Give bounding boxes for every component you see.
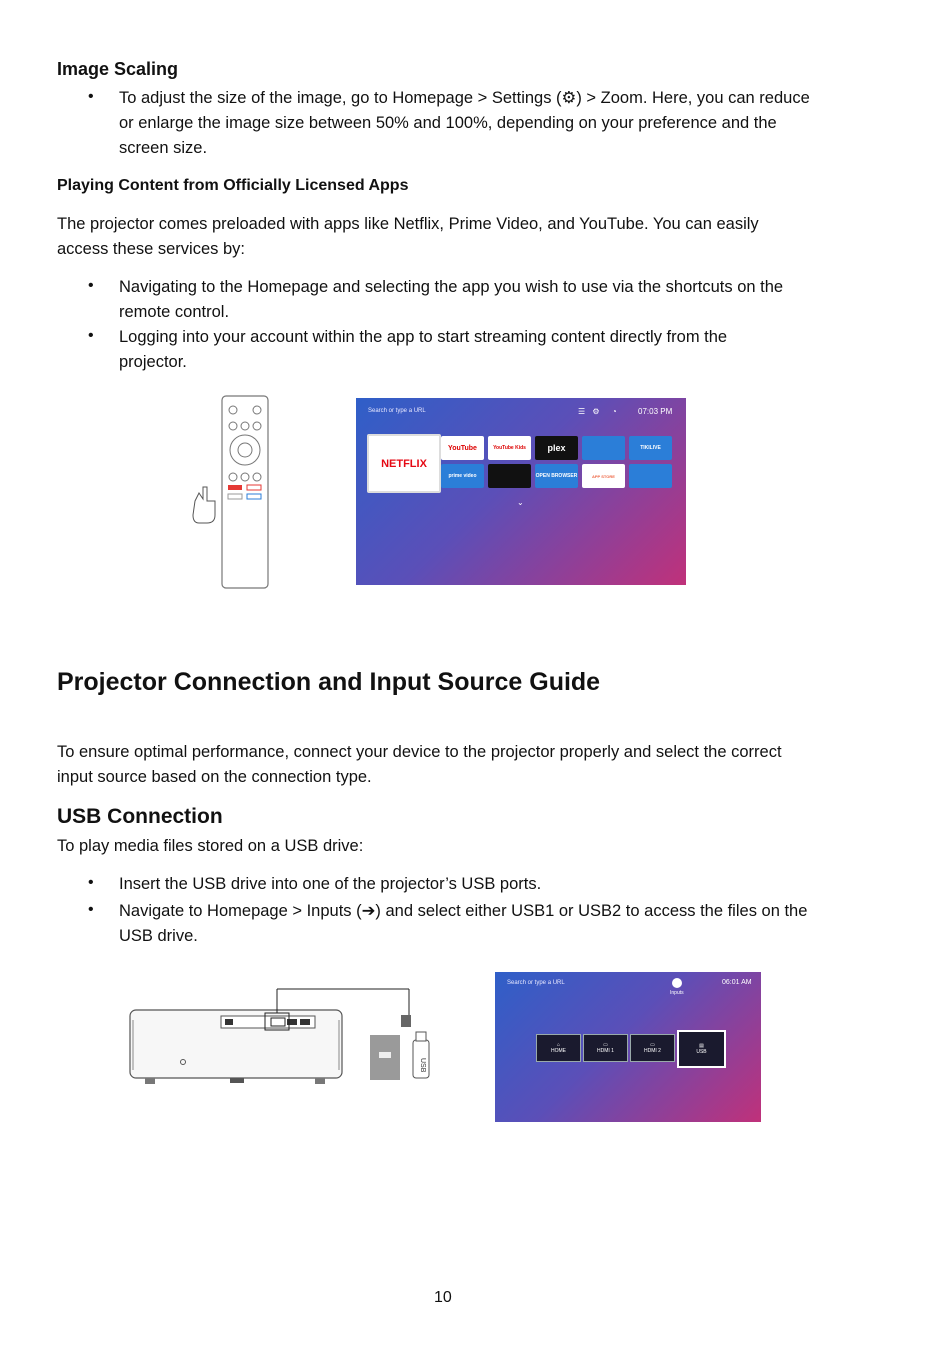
app-tile-youtube-kids[interactable]: YouTube Kids <box>488 436 531 460</box>
clock: 06:01 AM <box>722 979 752 986</box>
input-tile-usb[interactable] <box>677 1030 726 1068</box>
usb-stick-label: USB <box>419 1058 426 1073</box>
remote-control-illustration <box>185 393 285 593</box>
clock: 07:03 PM <box>638 407 673 416</box>
app-tile-plex[interactable]: plex <box>535 436 578 460</box>
bullet-dot: • <box>88 874 94 891</box>
image-scaling-bullet <box>119 86 879 161</box>
usb-bullet-2 <box>119 899 879 949</box>
wifi-icon: ◔ <box>611 407 617 416</box>
text-line: input source based on the connection type. <box>57 768 372 786</box>
text-line: To adjust the size of the image, go to Homepage > Settings (⚙) > Zoom. Here, you can reduce <box>119 89 810 107</box>
usb-icon: ▤ <box>699 1043 704 1049</box>
input-label: USB <box>696 1049 707 1055</box>
search-bar: Search or type a URL <box>507 980 565 986</box>
text-line: access these services by: <box>57 240 245 258</box>
input-tile-hdmi1[interactable] <box>583 1034 628 1062</box>
app-tile-open-browser[interactable]: OPEN BROWSER <box>535 464 578 488</box>
bullet-dot: • <box>88 277 94 294</box>
app-tile-tikilive[interactable]: TIKILIVE <box>629 436 672 460</box>
hdmi-icon: ▭ <box>603 1042 608 1048</box>
input-tile-home[interactable] <box>536 1034 581 1062</box>
usb-connection-heading: USB Connection <box>57 805 223 828</box>
text-line: Logging into your account within the app to start streaming content directly from the <box>119 328 728 346</box>
text-line: Navigate to Homepage > Inputs (➔) and select either USB1 or USB2 to access the files on the <box>119 902 808 920</box>
app-tile-netflix[interactable]: NETFLIX <box>367 434 441 493</box>
chevron-down-icon: ⌄ <box>517 498 524 507</box>
text-line: The projector comes preloaded with apps like Netflix, Prime Video, and YouTube. You can easily <box>57 215 759 233</box>
licensed-apps-intro <box>57 212 857 262</box>
input-label: HDMI 2 <box>644 1048 661 1054</box>
app-tile-game[interactable] <box>582 436 625 460</box>
licensed-apps-bullet-1 <box>119 275 879 325</box>
licensed-apps-heading: Playing Content from Officially Licensed Apps <box>57 177 409 194</box>
menu-icon: ☰ <box>578 407 586 416</box>
text-line: To ensure optimal performance, connect your device to the projector properly and select the correct <box>57 743 782 761</box>
input-tile-hdmi2[interactable] <box>630 1034 675 1062</box>
inputs-label: Inputs <box>670 990 684 996</box>
text-line: projector. <box>119 353 187 371</box>
page-number: 10 <box>434 1289 452 1306</box>
usb-intro: To play media files stored on a USB drive: <box>57 837 364 855</box>
gear-icon: ⚙ <box>592 407 600 416</box>
usb-bullet-1: Insert the USB drive into one of the projector’s USB ports. <box>119 875 542 893</box>
app-tile-prime-video[interactable]: prime video <box>441 464 484 488</box>
text-line: USB drive. <box>119 927 198 945</box>
app-tile-more[interactable] <box>629 464 672 488</box>
input-label: HDMI 1 <box>597 1048 614 1054</box>
connection-guide-intro <box>57 740 877 790</box>
text-line: remote control. <box>119 303 230 321</box>
bullet-dot: • <box>88 901 94 918</box>
home-icon: ⌂ <box>556 1042 561 1048</box>
text-line: Navigating to the Homepage and selecting the app you wish to use via the shortcuts on the <box>119 278 784 296</box>
app-tile-discovery[interactable] <box>488 464 531 488</box>
hdmi-icon: ▭ <box>650 1042 655 1048</box>
homepage-screen <box>356 398 686 585</box>
app-tile-app-store[interactable]: APP STORE <box>582 464 625 488</box>
search-bar: Search or type a URL <box>368 408 426 414</box>
licensed-apps-bullet-2 <box>119 325 879 375</box>
input-label: HOME <box>551 1048 566 1054</box>
status-icons <box>578 407 617 416</box>
text-line: screen size. <box>119 139 208 157</box>
bullet-dot: • <box>88 327 94 344</box>
projector-usb-illustration <box>125 980 445 1090</box>
image-scaling-heading: Image Scaling <box>57 59 179 79</box>
bullet-dot: • <box>88 88 94 105</box>
inputs-screen <box>495 972 761 1122</box>
text-line: or enlarge the image size between 50% and 100%, depending on your preference and the <box>119 114 777 132</box>
inputs-icon[interactable] <box>672 978 682 988</box>
app-tile-youtube[interactable]: YouTube <box>441 436 484 460</box>
connection-guide-heading: Projector Connection and Input Source Guide <box>57 668 601 696</box>
